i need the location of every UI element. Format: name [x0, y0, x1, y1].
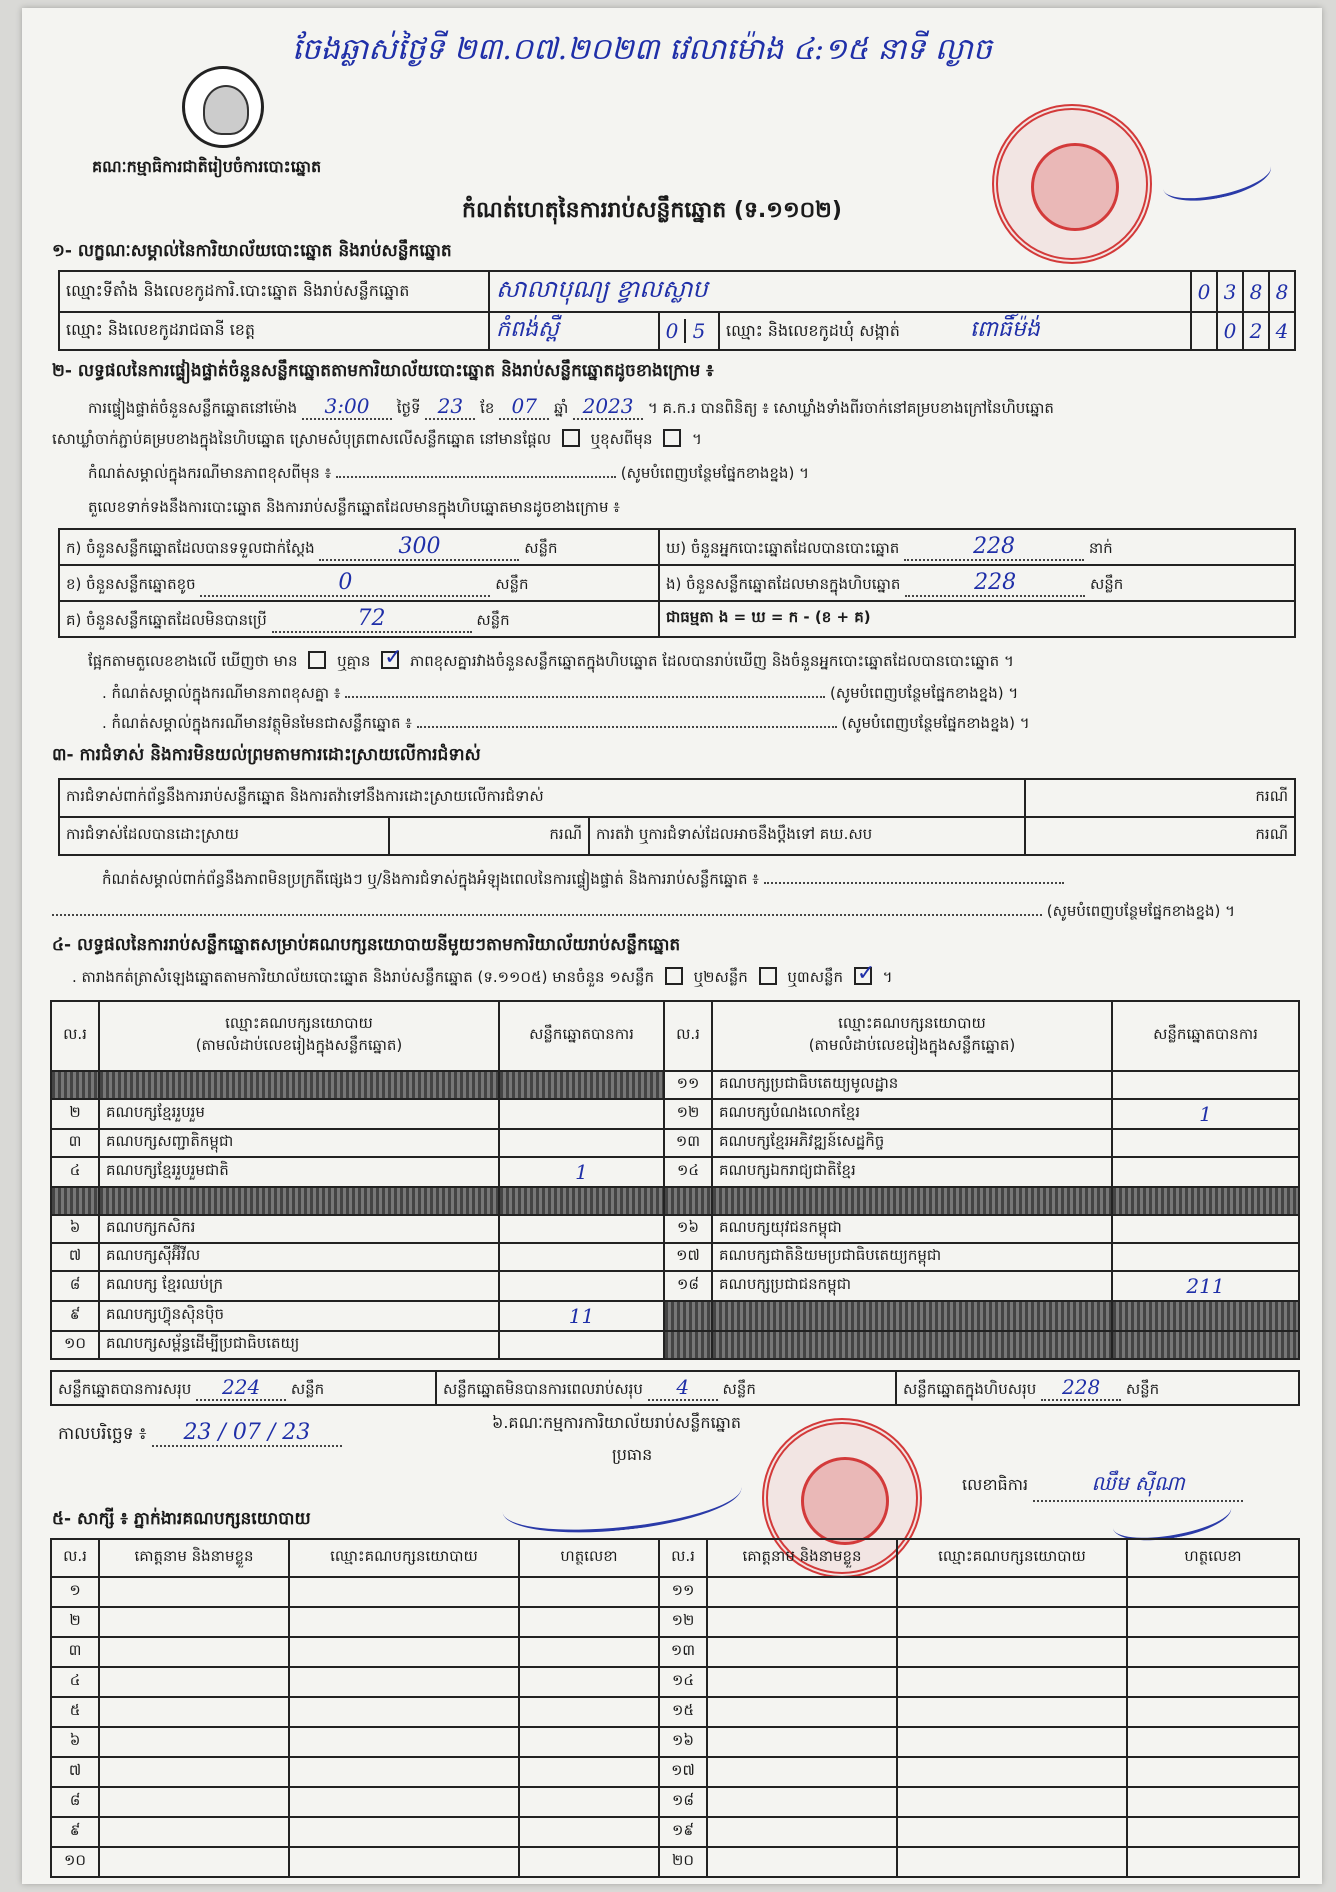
handwritten-header: ចែងឆ្លាស់ថ្ងៃទី ២៣.០៧.២០២៣ វេលាម៉ោង ៤:១៥ នាទី ល្ងាច	[292, 32, 992, 67]
party-votes-cell	[499, 1271, 664, 1301]
verify-line-3: កំណត់សម្គាល់ក្នុងករណីមានភាពខុសពីមុន ៖ (សូមបំពេញបន្ថែមផ្នែកខាងខ្នង) ។	[88, 464, 809, 482]
witness-name-cell[interactable]	[707, 1577, 897, 1607]
section2-heading: ២- លទ្ធផលនៃការផ្ទៀងផ្ទាត់ចំនួនសន្លឹកឆ្នោតតាមការិយាល័យបោះឆ្នោត និងរាប់សន្លឹកឆ្នោតដូចខាងក្រោម ៖	[52, 361, 714, 381]
witness-number: ១៧	[659, 1757, 707, 1787]
party-name-cell: គណបក្សសម្ព័ន្ធដើម្បីប្រជាធិបតេយ្យ	[99, 1331, 499, 1359]
witness-party-cell[interactable]	[289, 1787, 519, 1817]
party-votes-cell	[499, 1243, 664, 1271]
chair-signature-icon	[500, 1458, 745, 1543]
party-votes-cell	[1112, 1243, 1299, 1271]
party-votes-cell	[499, 1099, 664, 1129]
party-votes-cell	[499, 1187, 664, 1215]
station-value: សាលាបុណ្យ ខ្វាលស្លាប	[489, 271, 1191, 312]
verify-time: 3:00	[302, 394, 392, 420]
witness-party-cell[interactable]	[897, 1727, 1127, 1757]
witness-party-cell[interactable]	[289, 1817, 519, 1847]
verify-year: 2023	[573, 394, 643, 420]
party-no-cell: ១៨	[664, 1271, 712, 1301]
form-sheet: ចែងឆ្លាស់ថ្ងៃទី ២៣.០៧.២០២៣ វេលាម៉ោង ៤:១៥ នាទី ល្ងាច គណៈកម្មាធិការជាតិរៀបចំការបោះឆ្នោត កំណត់ហេតុនៃការរាប់សន្លឹកឆ្នោត (ទ.១១០២) ១- លក្ខណៈសម្គាល់នៃការិយាល័យបោះឆ្នោត និងរាប់សន្លឹកឆ្នោត ឈ្មោះទីតាំង និងលេខកូដការិ.បោះឆ្នោត និងរាប់សន្លឹកឆ្នោត សាលាបុណ្យ ខ្វាលស្លាប 0 3 8 8 ឈ្មោះ និងលេខកូដរាជធានី ខេត្ត កំពង់ស្ពឺ 0 5 ឈ្មោះ និងលេខកូដឃុំ សង្កាត់ ពោធិ៍ម៉ង់ 0 2 4 ២- លទ្ធផលនៃការផ្ទៀងផ្ទាត់ចំនួនសន្លឹកឆ្នោតតាមការិយាល័យបោះឆ្នោត និងរាប់សន្លឹកឆ្នោតដូចខាងក្រោម ៖ ការផ្ទៀងផ្ទាត់ចំនួនសន្លឹកឆ្នោតនៅម៉ោង 3:00 ថ្ងៃទី 23 ខែ 07 ឆ្នាំ 2023 ។ គ.ក.រ បានពិនិត្យ ៖ សោឃ្លាំងទាំងពីរចាក់នៅគម្របខាងក្រៅនៃហិបឆ្នោត សោឃ្លាំចាក់ភ្ជាប់គម្របខាងក្នុងនៃហិបឆ្នោត ស្រោមសំបុត្រពាសលើសន្លឹកឆ្នោត នៅមានផ្តែល ឬខុសពីមុន ។ កំណត់សម្គាល់ក្នុងករណីមានភាពខុសពីមុន ៖ (សូមបំពេញបន្ថែមផ្នែកខាងខ្នង) ។ តួលេខទាក់ទងនឹងការបោះឆ្នោត និងការរាប់សន្លឹកឆ្នោតដែលមានក្នុងហិបឆ្នោតមានដូចខាងក្រោម ៖ ក) ចំនួនសន្លឹកឆ្នោតដែលបានទទួលជាក់ស្តែង 300 សន្លឹក ឃ) ចំនួនអ្នកបោះឆ្នោតដែលបានបោះឆ្នោត 228 នាក់ ខ) ចំនួនសន្លឹកឆ្នោតខូច 0 សន្លឹក ង) ចំនួនសន្លឹកឆ្នោតដែលមានក្នុងហិបឆ្នោត 228 សន្លឹក គ) ចំនួនសន្លឹកឆ្នោតដែលមិនបានប្រើ 72 សន្លឹក ជាធម្មតា ង = ឃ = ក - (ខ + គ) ផ្អែកតាមតួលេខខាងលើ ឃើញថា មាន ឬគ្មាន ✓ ភាពខុសគ្នារវាងចំនួនសន្លឹកឆ្នោតក្នុងហិបឆ្នោត ដែលបានរាប់ឃើញ និងចំនួនអ្នកបោះឆ្នោតដែលបានបោះឆ្នោត ។ . កំណត់សម្គាល់ក្នុងករណីមានភាពខុសគ្នា ៖ (សូមបំពេញបន្ថែមផ្នែកខាងខ្នង) ។ . កំណត់សម្គាល់ក្នុងករណីមានវត្ថុមិនមែនជាសន្លឹកឆ្នោត ៖ (សូមបំពេញបន្ថែមផ្នែកខាងខ្នង) ។ ៣- ការជំទាស់ និងការមិនយល់ព្រមតាមការដោះស្រាយលើការជំទាស់ ការជំទាស់ពាក់ព័ន្ធនឹងការរាប់សន្លឹកឆ្នោត និងការតវ៉ាទៅនឹងការដោះស្រាយលើការជំទាស់ ករណី ការជំទាស់ដែលបានដោះស្រាយ ករណី ការតវ៉ា ឬការជំទាស់ដែលអាចនឹងប្តឹងទៅ គឃ.សប ករណី កំណត់សម្គាល់ពាក់ព័ន្ធនឹងភាពមិនប្រក្រតីផ្សេងៗ ឬ/និងការជំទាស់ក្នុងអំឡុងពេលនៃការផ្ទៀងផ្ទាត់ និងការរាប់សន្លឹកឆ្នោត ៖ (សូមបំពេញបន្ថែមផ្នែកខាងខ្នង) ។ ៤- លទ្ធផលនៃការរាប់សន្លឹកឆ្នោតសម្រាប់គណបក្សនយោបាយនីមួយៗតាមការិយាល័យរាប់សន្លឹកឆ្នោត . តារាងកត់ត្រាសំឡេងឆ្នោតតាមការិយាល័យបោះឆ្នោត និងរាប់សន្លឹកឆ្នោត (ទ.១១០៥) មានចំនួន ១សន្លឹក ឬ២សន្លឹក ឬ៣សន្លឹក ✓ ។ ល.រ ឈ្មោះគណបក្សនយោបាយ (តាមលំដាប់លេខរៀងក្នុងសន្លឹកឆ្នោត) សន្លឹកឆ្នោតបានការ ល.រ ឈ្មោះគណបក្សនយោបាយ (តាមលំដាប់លេខរៀងក្នុងសន្លឹកឆ្នោត) សន្លឹកឆ្នោតបានការ ១១ គណបក្សប្រជាធិបតេយ្យមូលដ្ឋាន ២ គណបក្សខ្មែររួបរួម ១២ គណបក្សបំណងលោកខ្មែរ 1 ៣ គណបក្សសញ្ជាតិកម្ពុជា ១៣ គណបក្សខ្មែរអភិវឌ្ឍន៍សេដ្ឋកិច្ច ៤ គណបក្សខ្មែររួបរួមជាតិ 1 ១៤ គណបក្សឯករាជ្យជាតិខ្មែរ ៦ គណបក្សកសិករ ១៦ គណបក្សយុវជនកម្ពុជា ៧ គណបក្សស៊ីអ៊ីវីល ១៧ គណបក្សជាតិនិយមប្រជាធិបតេយ្យកម្ពុជា ៨ គណបក្ស ខ្មែរឈប់ក្រ ១៨ គណបក្សប្រជាជនកម្ពុជា 211 ៩ គណបក្សហ៊្វុនស៊ិនប៉ិច 11 ១០ គណបក្សសម្ព័ន្ធដើម្បីប្រជាធិបតេយ្យ សន្លឹកឆ្នោតបានការសរុប 224 សន្លឹក សន្លឹកឆ្នោតមិនបានការពេលរាប់សរុប 4 សន្លឹក សន្លឹកឆ្នោតក្នុងហិបសរុប 228 សន្លឹក កាលបរិច្ឆេទ ៖ 23 / 07 / 23 ៦.គណៈកម្មការការិយាល័យរាប់សន្លឹកឆ្នោត ប្រធាន លេខាធិការ ឈឹម ស៊ីណា ៥- សាក្សី ៖ ភ្នាក់ងារគណបក្សនយោបាយ ល.រ គោត្តនាម និងនាមខ្លួន ឈ្មោះគណបក្សនយោបាយ ហត្ថលេខា ល.រ គោត្តនាម និងនាមខ្លួន ឈ្មោះគណបក្សនយោបាយ ហត្ថលេខា ១ ១១ ២ ១២ ៣ ១៣ ៤ ១៤ ៥ ១៥ ៦ ១៦ ៧ ១៧ ៨ ១៨ ៩ ១៩ ១០ ២០	[22, 8, 1322, 1884]
witness-name-cell[interactable]	[707, 1697, 897, 1727]
results-row	[51, 1243, 1299, 1271]
witness-sign-cell[interactable]	[519, 1847, 659, 1877]
witness-party-cell[interactable]	[897, 1697, 1127, 1727]
party-no-cell: ១៤	[664, 1157, 712, 1187]
witness-row	[51, 1577, 1299, 1607]
witness-number: ៧	[51, 1757, 99, 1787]
witness-number: ២០	[659, 1847, 707, 1877]
province-code-2: 5	[692, 319, 706, 343]
party-votes-cell	[1112, 1129, 1299, 1157]
count-d-value: 228	[904, 534, 1084, 561]
party-no-cell	[664, 1301, 712, 1331]
party-votes-cell: 11	[499, 1301, 664, 1331]
commune-code-2: 2	[1243, 312, 1269, 350]
witness-sign-cell[interactable]	[519, 1607, 659, 1637]
witness-number: ១១	[659, 1577, 707, 1607]
witness-number: ៨	[51, 1787, 99, 1817]
results-row	[51, 1215, 1299, 1243]
party-no-cell	[51, 1187, 99, 1215]
party-name-cell	[712, 1187, 1112, 1215]
witness-sign-cell[interactable]	[519, 1577, 659, 1607]
party-name-cell: គណបក្សប្រជាជនកម្ពុជា	[712, 1271, 1112, 1301]
station-code-2: 3	[1217, 271, 1243, 312]
witness-number: ១៣	[659, 1637, 707, 1667]
commune-code-3: 4	[1269, 312, 1295, 350]
witness-party-cell[interactable]	[289, 1607, 519, 1637]
witness-party-cell[interactable]	[289, 1577, 519, 1607]
tally-3-sheet-checkbox[interactable]	[854, 967, 872, 985]
tally-2-sheet-checkbox[interactable]	[759, 967, 777, 985]
commission-label: ៦.គណៈកម្មការការិយាល័យរាប់សន្លឹកឆ្នោត	[492, 1413, 742, 1432]
witness-name-cell[interactable]	[707, 1757, 897, 1787]
witness-name-cell[interactable]	[707, 1727, 897, 1757]
party-votes-cell	[499, 1331, 664, 1359]
witness-number: ៣	[51, 1637, 99, 1667]
party-no-cell: ៦	[51, 1215, 99, 1243]
witness-sign-cell[interactable]	[519, 1787, 659, 1817]
section5-heading: ៥- សាក្សី ៖ ភ្នាក់ងារគណបក្សនយោបាយ	[52, 1509, 311, 1529]
party-no-cell: ១៦	[664, 1215, 712, 1243]
count-e-value: 228	[905, 570, 1085, 597]
party-name-cell: គណបក្សជាតិនិយមប្រជាធិបតេយ្យកម្ពុជា	[712, 1243, 1112, 1271]
witness-sign-cell[interactable]	[519, 1817, 659, 1847]
objection-row-1: ការជំទាស់ពាក់ព័ន្ធនឹងការរាប់សន្លឹកឆ្នោត និងការតវ៉ាទៅនឹងការដោះស្រាយលើការជំទាស់	[59, 779, 1025, 817]
intact-checkbox[interactable]	[562, 429, 580, 447]
province-code-1: 0	[660, 319, 686, 343]
secretary-name: ឈឹម ស៊ីណា	[1033, 1470, 1243, 1502]
objection-appeal: ការតវ៉ា ឬការជំទាស់ដែលអាចនឹងប្តឹងទៅ គឃ.សប	[589, 817, 1025, 855]
commission-emblem-icon	[182, 66, 264, 148]
party-name-cell: គណបក្សយុវជនកម្ពុជា	[712, 1215, 1112, 1243]
count-table: ក) ចំនួនសន្លឹកឆ្នោតដែលបានទទួលជាក់ស្តែង 300 សន្លឹក ឃ) ចំនួនអ្នកបោះឆ្នោតដែលបានបោះឆ្នោត 228 នាក់ ខ) ចំនួនសន្លឹកឆ្នោតខូច 0 សន្លឹក ង) ចំនួនសន្លឹកឆ្នោតដែលមានក្នុងហិបឆ្នោត 228 សន្លឹក គ) ចំនួនសន្លឹកឆ្នោតដែលមិនបានប្រើ 72 សន្លឹក ជាធម្មតា ង = ឃ = ក - (ខ + គ)	[58, 528, 1296, 638]
witness-party-cell[interactable]	[897, 1667, 1127, 1697]
party-votes-cell	[1112, 1157, 1299, 1187]
party-name-cell: គណបក្សស៊ីអ៊ីវីល	[99, 1243, 499, 1271]
commune-code-filler	[1191, 312, 1217, 350]
party-name-cell	[99, 1187, 499, 1215]
totals-table: សន្លឹកឆ្នោតបានការសរុប 224 សន្លឹក សន្លឹកឆ្នោតមិនបានការពេលរាប់សរុប 4 សន្លឹក សន្លឹកឆ្នោតក្នុងហិបសរុប 228 សន្លឹក	[50, 1370, 1300, 1406]
witness-party-cell[interactable]	[289, 1667, 519, 1697]
witness-sign-cell[interactable]	[1127, 1697, 1299, 1727]
witness-row	[51, 1697, 1299, 1727]
witness-row	[51, 1817, 1299, 1847]
party-no-cell: ៧	[51, 1243, 99, 1271]
count-a-value: 300	[319, 534, 519, 561]
witness-name-cell[interactable]	[99, 1727, 289, 1757]
witness-row	[51, 1787, 1299, 1817]
witness-sign-cell[interactable]	[1127, 1577, 1299, 1607]
results-table: ល.រ ឈ្មោះគណបក្សនយោបាយ (តាមលំដាប់លេខរៀងក្នុងសន្លឹកឆ្នោត) សន្លឹកឆ្នោតបានការ ល.រ ឈ្មោះគណបក្សនយោបាយ (តាមលំដាប់លេខរៀងក្នុងសន្លឹកឆ្នោត) សន្លឹកឆ្នោតបានការ ១១ គណបក្សប្រជាធិបតេយ្យមូលដ្ឋាន ២ គណបក្សខ្មែររួបរួម ១២ គណបក្សបំណងលោកខ្មែរ 1 ៣ គណបក្សសញ្ជាតិកម្ពុជា ១៣ គណបក្សខ្មែរអភិវឌ្ឍន៍សេដ្ឋកិច្ច ៤ គណបក្សខ្មែររួបរួមជាតិ 1 ១៤ គណបក្សឯករាជ្យជាតិខ្មែរ ៦ គណបក្សកសិករ ១៦ គណបក្សយុវជនកម្ពុជា ៧ គណបក្សស៊ីអ៊ីវីល ១៧ គណបក្សជាតិនិយមប្រជាធិបតេយ្យកម្ពុជា ៨ គណបក្ស ខ្មែរឈប់ក្រ ១៨ គណបក្សប្រជាជនកម្ពុជា 211 ៩ គណបក្សហ៊្វុនស៊ិនប៉ិច 11 ១០ គណបក្សសម្ព័ន្ធដើម្បីប្រជាធិបតេយ្យ	[50, 1000, 1300, 1360]
results-row	[51, 1301, 1299, 1331]
party-no-cell: ៣	[51, 1129, 99, 1157]
objection-resolved: ការជំទាស់ដែលបានដោះស្រាយ	[59, 817, 389, 855]
witness-party-cell[interactable]	[897, 1577, 1127, 1607]
witness-number: ២	[51, 1607, 99, 1637]
witness-sign-cell[interactable]	[1127, 1817, 1299, 1847]
party-no-cell: ១០	[51, 1331, 99, 1359]
has-difference-checkbox[interactable]	[308, 651, 326, 669]
section1-heading: ១- លក្ខណៈសម្គាល់នៃការិយាល័យបោះឆ្នោត និងរាប់សន្លឹកឆ្នោត	[52, 241, 452, 261]
witness-party-cell[interactable]	[897, 1637, 1127, 1667]
station-code-4: 8	[1269, 271, 1295, 312]
witness-number: ១៤	[659, 1667, 707, 1697]
witness-party-cell[interactable]	[289, 1727, 519, 1757]
party-votes-cell	[1112, 1331, 1299, 1359]
witness-table: ល.រ គោត្តនាម និងនាមខ្លួន ឈ្មោះគណបក្សនយោបាយ ហត្ថលេខា ល.រ គោត្តនាម និងនាមខ្លួន ឈ្មោះគណបក្សនយោបាយ ហត្ថលេខា ១ ១១ ២ ១២ ៣ ១៣ ៤ ១៤ ៥ ១៥ ៦ ១៦ ៧ ១៧ ៨ ១៨ ៩ ១៩ ១០ ២០	[50, 1538, 1300, 1878]
red-seal-top-icon	[992, 104, 1152, 264]
count-formula: ជាធម្មតា ង = ឃ = ក - (ខ + គ)	[659, 601, 1295, 637]
total-valid-value: 224	[196, 1375, 286, 1401]
province-value: កំពង់ស្ពឺ	[489, 312, 659, 350]
party-votes-cell	[1112, 1187, 1299, 1215]
party-no-cell: ១២	[664, 1099, 712, 1129]
objection-table: ការជំទាស់ពាក់ព័ន្ធនឹងការរាប់សន្លឹកឆ្នោត និងការតវ៉ាទៅនឹងការដោះស្រាយលើការជំទាស់ ករណី ការជំទាស់ដែលបានដោះស្រាយ ករណី ការតវ៉ា ឬការជំទាស់ដែលអាចនឹងប្តឹងទៅ គឃ.សប ករណី	[58, 778, 1296, 856]
witness-row	[51, 1847, 1299, 1877]
form-title: កំណត់ហេតុនៃការរាប់សន្លឹកឆ្នោត (ទ.១១០២)	[462, 198, 842, 223]
verify-line-1: ការផ្ទៀងផ្ទាត់ចំនួនសន្លឹកឆ្នោតនៅម៉ោង 3:00 ថ្ងៃទី 23 ខែ 07 ឆ្នាំ 2023 ។ គ.ក.រ បានពិនិត្យ ៖ សោឃ្លាំងទាំងពីរចាក់នៅគម្របខាងក្រៅនៃហិបឆ្នោត	[88, 394, 1054, 418]
witness-party-cell[interactable]	[289, 1637, 519, 1667]
party-no-cell: ៩	[51, 1301, 99, 1331]
party-name-cell: គណបក្សប្រជាធិបតេយ្យមូលដ្ឋាន	[712, 1071, 1112, 1099]
witness-row	[51, 1637, 1299, 1667]
witness-sign-cell[interactable]	[1127, 1757, 1299, 1787]
party-no-cell: ១៣	[664, 1129, 712, 1157]
witness-name-cell[interactable]	[99, 1757, 289, 1787]
party-votes-cell	[1112, 1301, 1299, 1331]
witness-sign-cell[interactable]	[1127, 1667, 1299, 1697]
count-b-value: 0	[200, 570, 490, 597]
party-name-cell: គណបក្ស ខ្មែរឈប់ក្រ	[99, 1271, 499, 1301]
verify-line-2: សោឃ្លាំចាក់ភ្ជាប់គម្របខាងក្នុងនៃហិបឆ្នោត ស្រោមសំបុត្រពាសលើសន្លឹកឆ្នោត នៅមានផ្តែល ឬខុសពីមុន ។	[52, 430, 702, 448]
party-votes-cell: 1	[1112, 1099, 1299, 1129]
total-all-value: 228	[1041, 1375, 1121, 1401]
witness-number: ១៩	[659, 1817, 707, 1847]
tally-1-sheet-checkbox[interactable]	[665, 967, 683, 985]
party-no-cell: ៨	[51, 1271, 99, 1301]
results-row	[51, 1187, 1299, 1215]
commune-label: ឈ្មោះ និងលេខកូដឃុំ សង្កាត់	[726, 321, 900, 340]
witness-name-cell[interactable]	[707, 1637, 897, 1667]
party-name-cell	[99, 1071, 499, 1099]
party-no-cell	[664, 1331, 712, 1359]
station-code-3: 8	[1243, 271, 1269, 312]
station-label: ឈ្មោះទីតាំង និងលេខកូដការិ.បោះឆ្នោត និងរាប់សន្លឹកឆ្នោត	[59, 271, 489, 312]
province-label: ឈ្មោះ និងលេខកូដរាជធានី ខេត្ត	[59, 312, 489, 350]
date-line: កាលបរិច្ឆេទ ៖ 23 / 07 / 23	[58, 1420, 342, 1448]
witness-name-cell[interactable]	[99, 1667, 289, 1697]
witness-name-cell[interactable]	[707, 1817, 897, 1847]
results-row	[51, 1157, 1299, 1187]
party-votes-cell: 211	[1112, 1271, 1299, 1301]
party-name-cell: គណបក្សកសិករ	[99, 1215, 499, 1243]
party-name-cell: គណបក្សសញ្ជាតិកម្ពុជា	[99, 1129, 499, 1157]
party-no-cell: ១៧	[664, 1243, 712, 1271]
section4-heading: ៤- លទ្ធផលនៃការរាប់សន្លឹកឆ្នោតសម្រាប់គណបក្សនយោបាយនីមួយៗតាមការិយាល័យរាប់សន្លឹកឆ្នោត	[52, 935, 681, 955]
witness-number: ៤	[51, 1667, 99, 1697]
commune-value: ពោធិ៍ម៉ង់	[970, 317, 1040, 342]
witness-party-cell[interactable]	[289, 1697, 519, 1727]
party-no-cell: ២	[51, 1099, 99, 1129]
party-name-cell: គណបក្សបំណងលោកខ្មែរ	[712, 1099, 1112, 1129]
witness-number: ៩	[51, 1817, 99, 1847]
party-name-cell: គណបក្សខ្មែររួបរួមជាតិ	[99, 1157, 499, 1187]
party-name-cell: គណបក្សឯករាជ្យជាតិខ្មែរ	[712, 1157, 1112, 1187]
signature-top-icon	[1159, 147, 1275, 209]
witness-row	[51, 1727, 1299, 1757]
witness-row	[51, 1667, 1299, 1697]
count-c-value: 72	[272, 606, 472, 633]
witness-name-cell[interactable]	[99, 1577, 289, 1607]
results-row	[51, 1129, 1299, 1157]
witness-party-cell[interactable]	[289, 1757, 519, 1787]
witness-sign-cell[interactable]	[519, 1727, 659, 1757]
station-table	[58, 270, 1296, 351]
party-votes-cell	[1112, 1215, 1299, 1243]
witness-sign-cell[interactable]	[519, 1757, 659, 1787]
witness-sign-cell[interactable]	[519, 1697, 659, 1727]
party-no-cell	[51, 1071, 99, 1099]
witness-party-cell[interactable]	[897, 1847, 1127, 1877]
results-row	[51, 1331, 1299, 1359]
total-invalid-value: 4	[648, 1375, 718, 1401]
witness-name-cell[interactable]	[99, 1847, 289, 1877]
witness-name-cell[interactable]	[707, 1667, 897, 1697]
witness-party-cell[interactable]	[897, 1757, 1127, 1787]
witness-number: ១៦	[659, 1727, 707, 1757]
commission-name: គណៈកម្មាធិការជាតិរៀបចំការបោះឆ្នោត	[92, 157, 322, 176]
changed-checkbox[interactable]	[663, 429, 681, 447]
no-difference-checkbox[interactable]	[381, 651, 399, 669]
section3-heading: ៣- ការជំទាស់ និងការមិនយល់ព្រមតាមការដោះស្រាយលើការជំទាស់	[52, 745, 481, 765]
tally-sheet-line: . តារាងកត់ត្រាសំឡេងឆ្នោតតាមការិយាល័យបោះឆ្នោត និងរាប់សន្លឹកឆ្នោត (ទ.១១០៥) មានចំនួន ១សន្លឹក ឬ២សន្លឹក ឬ៣សន្លឹក ✓ ។	[72, 968, 892, 990]
difference-note: . កំណត់សម្គាល់ក្នុងករណីមានភាពខុសគ្នា ៖ (សូមបំពេញបន្ថែមផ្នែកខាងខ្នង) ។	[102, 684, 1019, 702]
verify-line-4: តួលេខទាក់ទងនឹងការបោះឆ្នោត និងការរាប់សន្លឹកឆ្នោតដែលមានក្នុងហិបឆ្នោតមានដូចខាងក្រោម ៖	[88, 498, 620, 516]
witness-name-cell[interactable]	[707, 1847, 897, 1877]
irregularity-note: កំណត់សម្គាល់ពាក់ព័ន្ធនឹងភាពមិនប្រក្រតីផ្សេងៗ ឬ/និងការជំទាស់ក្នុងអំឡុងពេលនៃការផ្ទៀងផ្ទាត់ និងការរាប់សន្លឹកឆ្នោត ៖	[102, 870, 1064, 892]
chair-label: ប្រធាន	[612, 1445, 653, 1464]
results-row	[51, 1099, 1299, 1129]
witness-name-cell[interactable]	[99, 1817, 289, 1847]
witness-sign-cell[interactable]	[1127, 1607, 1299, 1637]
party-name-cell	[712, 1331, 1112, 1359]
compare-line: ផ្អែកតាមតួលេខខាងលើ ឃើញថា មាន ឬគ្មាន ✓ ភាពខុសគ្នារវាងចំនួនសន្លឹកឆ្នោតក្នុងហិបឆ្នោត ដែលបានរាប់ឃើញ និងចំនួនអ្នកបោះឆ្នោតដែលបានបោះឆ្នោត ។	[88, 652, 1014, 674]
station-code-1: 0	[1191, 271, 1217, 312]
party-votes-cell	[499, 1215, 664, 1243]
party-name-cell: គណបក្សខ្មែររួបរួម	[99, 1099, 499, 1129]
witness-name-cell[interactable]	[99, 1607, 289, 1637]
witness-name-cell[interactable]	[99, 1697, 289, 1727]
witness-number: ១៥	[659, 1697, 707, 1727]
witness-sign-cell[interactable]	[1127, 1787, 1299, 1817]
secretary-line: លេខាធិការ ឈឹម ស៊ីណា	[962, 1470, 1243, 1502]
party-no-cell: ៤	[51, 1157, 99, 1187]
witness-sign-cell[interactable]	[519, 1667, 659, 1697]
witness-number: ៦	[51, 1727, 99, 1757]
witness-number: ១២	[659, 1607, 707, 1637]
witness-name-cell[interactable]	[707, 1787, 897, 1817]
party-votes-cell	[499, 1071, 664, 1099]
party-votes-cell: 1	[499, 1157, 664, 1187]
party-votes-cell	[1112, 1071, 1299, 1099]
verify-month: 07	[499, 394, 549, 420]
commune-code-1: 0	[1217, 312, 1243, 350]
witness-number: ១៨	[659, 1787, 707, 1817]
foreign-object-note: . កំណត់សម្គាល់ក្នុងករណីមានវត្ថុមិនមែនជាសន្លឹកឆ្នោត ៖ (សូមបំពេញបន្ថែមផ្នែកខាងខ្នង) ។	[102, 714, 1030, 732]
witness-sign-cell[interactable]	[1127, 1847, 1299, 1877]
witness-sign-cell[interactable]	[519, 1637, 659, 1667]
results-row	[51, 1071, 1299, 1099]
date-value: 23 / 07 / 23	[152, 1420, 342, 1447]
witness-name-cell[interactable]	[707, 1607, 897, 1637]
party-no-cell: ១១	[664, 1071, 712, 1099]
witness-sign-cell[interactable]	[1127, 1727, 1299, 1757]
witness-name-cell[interactable]	[99, 1787, 289, 1817]
witness-name-cell[interactable]	[99, 1637, 289, 1667]
witness-party-cell[interactable]	[897, 1787, 1127, 1817]
witness-number: ១	[51, 1577, 99, 1607]
witness-party-cell[interactable]	[897, 1817, 1127, 1847]
party-votes-cell	[499, 1129, 664, 1157]
witness-party-cell[interactable]	[897, 1607, 1127, 1637]
party-no-cell	[664, 1187, 712, 1215]
witness-party-cell[interactable]	[289, 1847, 519, 1877]
witness-number: ១០	[51, 1847, 99, 1877]
party-name-cell: គណបក្សហ៊្វុនស៊ិនប៉ិច	[99, 1301, 499, 1331]
results-row	[51, 1271, 1299, 1301]
party-name-cell	[712, 1301, 1112, 1331]
verify-day: 23	[425, 394, 475, 420]
witness-row	[51, 1607, 1299, 1637]
party-name-cell: គណបក្សខ្មែរអភិវឌ្ឍន៍សេដ្ឋកិច្ច	[712, 1129, 1112, 1157]
witness-row	[51, 1757, 1299, 1787]
witness-sign-cell[interactable]	[1127, 1637, 1299, 1667]
witness-number: ៥	[51, 1697, 99, 1727]
